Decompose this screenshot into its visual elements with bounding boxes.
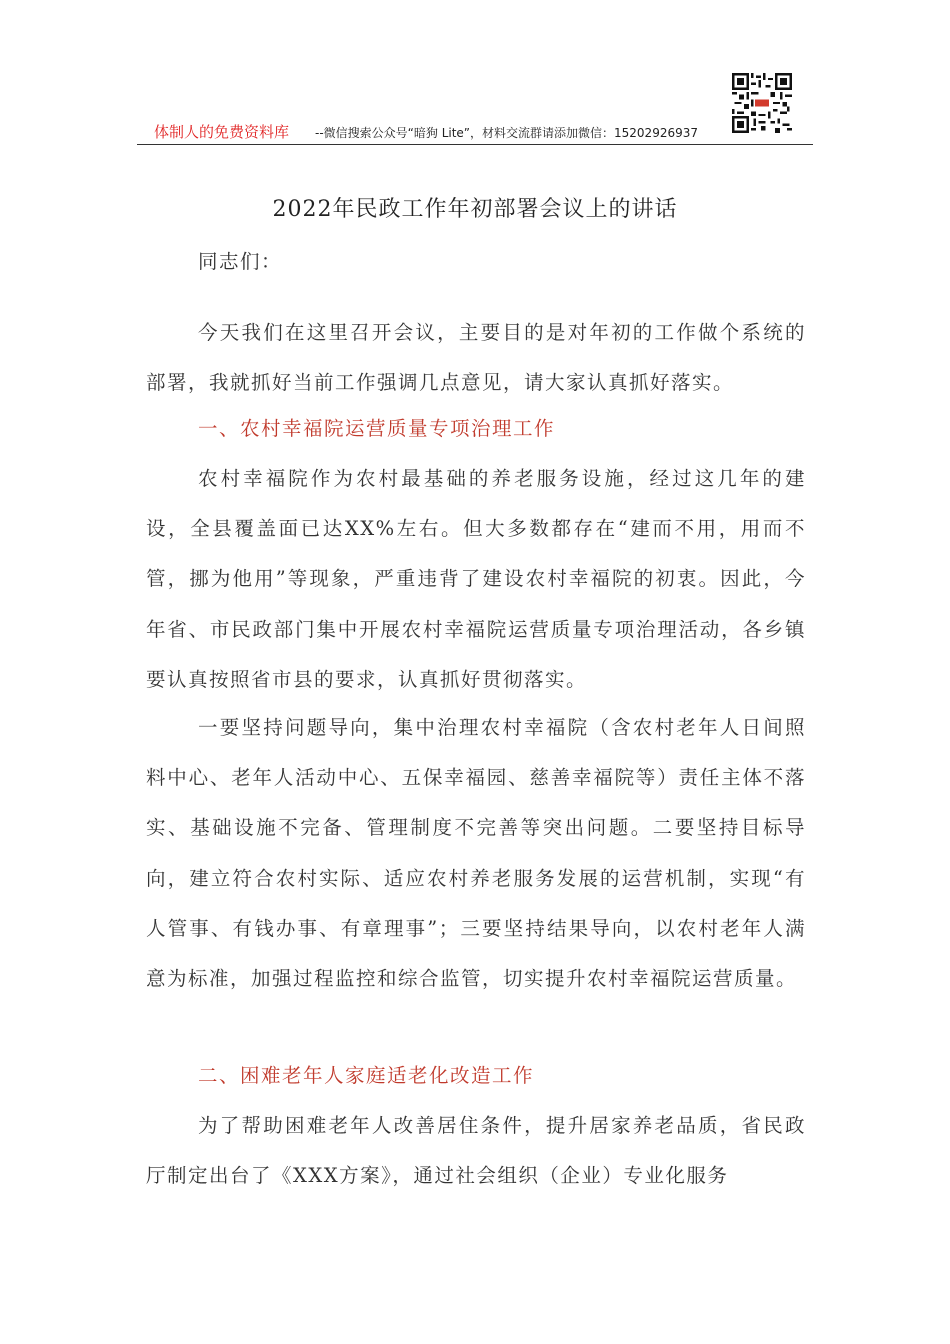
paragraph-section1-1: 农村幸福院作为农村最基础的养老服务设施，经过这几年的建设，全县覆盖面已达XX%左右。但大多数都存在“建而不用，用而不管，挪为他用”等现象，严重违背了建设农村幸福院的初衷。因此，今年省、市民政部门集中开展农村幸福院运营质量专项治理活动，各乡镇要认真按照省市县的要求，认真抓好贯彻落实。 [146, 467, 806, 691]
paragraph-intro: 今天我们在这里召开会议，主要目的是对年初的工作做个系统的部署，我就抓好当前工作强调几点意见，请大家认真抓好落实。 [146, 321, 806, 395]
page-header [137, 118, 813, 145]
section-heading-2: 二、困难老年人家庭适老化改造工作 [198, 1064, 535, 1087]
greeting: 同志们： [198, 250, 283, 273]
section-heading-1: 一、农村幸福院运营质量专项治理工作 [198, 417, 556, 440]
qr-code-icon [732, 73, 792, 133]
header-brand: 体制人的免费资料库 [154, 123, 290, 141]
paragraph-section1-2: 一要坚持问题导向，集中治理农村幸福院（含农村老年人日间照料中心、老年人活动中心、五保幸福园、慈善幸福院等）责任主体不落实、基础设施不完备、管理制度不完善等突出问题。二要坚持目标导向，建立符合农村实际、适应农村养老服务发展的运营机制，实现“有人管事、有钱办事、有章理事”；三要坚持结果导向，以农村老年人满意为标准，加强过程监控和综合监管，切实提升农村幸福院运营质量。 [146, 716, 806, 991]
header-note: --微信搜索公众号“暗狗 Lite”，材料交流群请添加微信：15202926937 [315, 126, 698, 140]
page-title: 2022年民政工作年初部署会议上的讲话 [272, 197, 678, 222]
paragraph-section2-1: 为了帮助困难老年人改善居住条件，提升居家养老品质，省民政厅制定出台了《XXX方案》，通过社会组织（企业）专业化服务 [146, 1114, 806, 1188]
